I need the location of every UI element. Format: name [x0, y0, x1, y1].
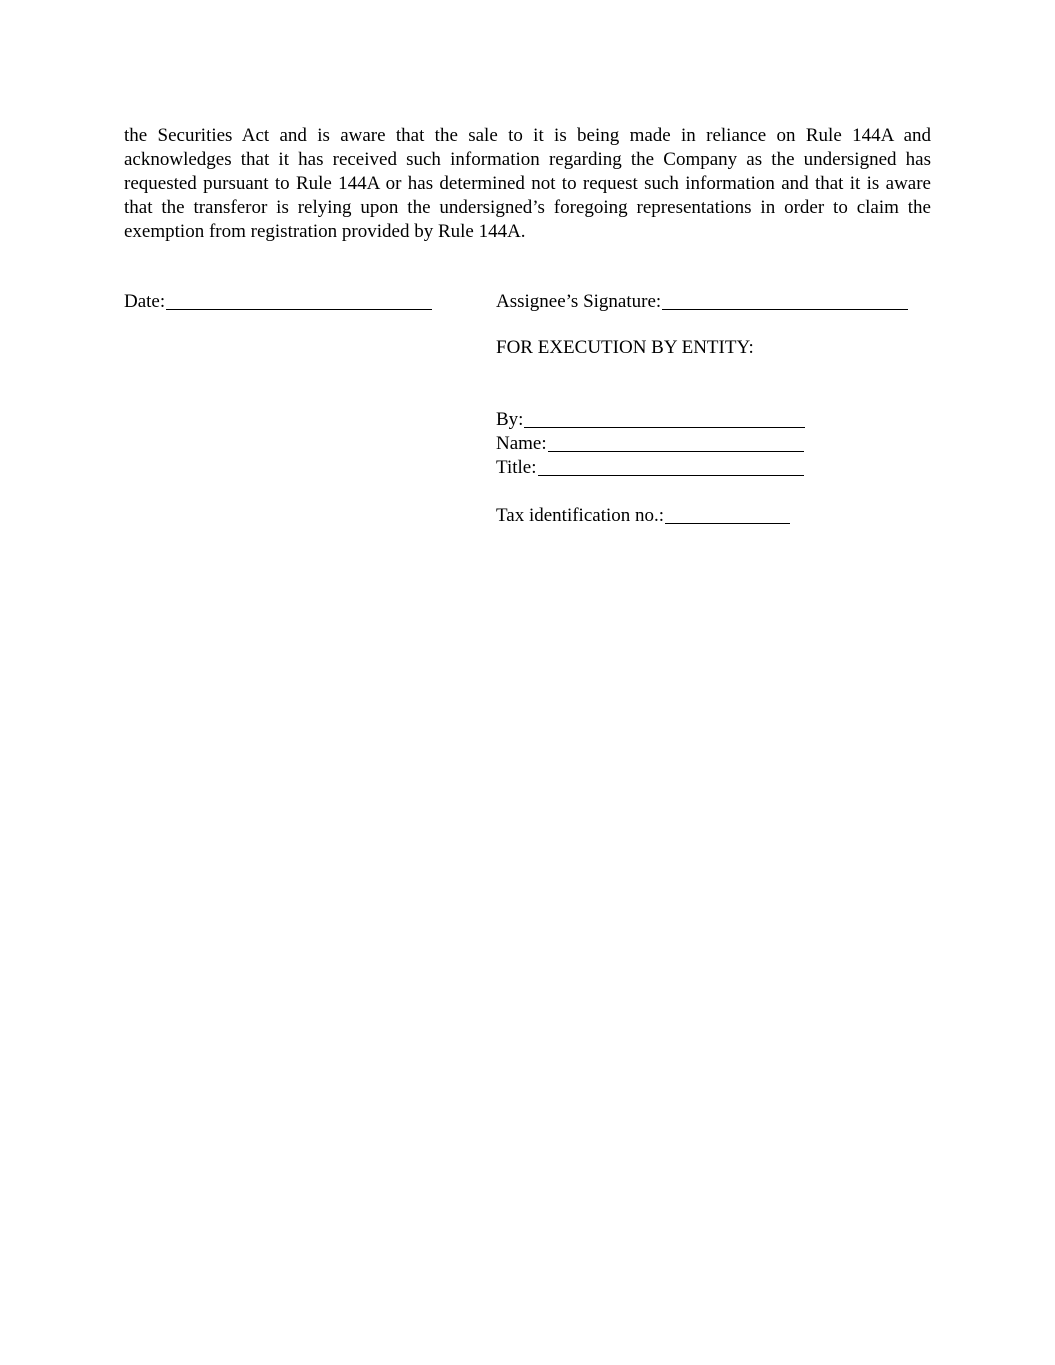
tax-id-blank-line — [665, 505, 790, 524]
title-label: Title: — [496, 457, 537, 478]
assignee-signature-blank-line — [662, 291, 908, 310]
body-paragraph: the Securities Act and is aware that the sale to it is being made in reliance on Rule 144A and acknowledges that it has received such information regarding the Company as the undersigned has requested pursuant to Rule 144A or has determined not to request such information and that it is aware that the transferor is relying upon the undersigned’s foregoing representations in order to claim the exemption from registration provided by Rule 144A. — [124, 125, 931, 242]
name-field — [496, 430, 804, 456]
date-blank-line — [166, 291, 432, 310]
entity-heading-text: FOR EXECUTION BY ENTITY: — [496, 337, 754, 358]
date-field — [124, 288, 432, 314]
entity-execution-heading — [496, 336, 754, 360]
title-blank-line — [538, 457, 804, 476]
tax-id-field — [496, 502, 790, 528]
assignee-signature-field — [496, 288, 908, 314]
by-label: By: — [496, 409, 524, 430]
date-label: Date: — [124, 291, 166, 312]
title-field — [496, 454, 804, 480]
by-blank-line — [524, 409, 805, 428]
by-field — [496, 406, 805, 432]
tax-id-label: Tax identification no.: — [496, 505, 665, 526]
assignee-signature-label: Assignee’s Signature: — [496, 291, 662, 312]
name-label: Name: — [496, 433, 547, 454]
name-blank-line — [548, 433, 804, 452]
